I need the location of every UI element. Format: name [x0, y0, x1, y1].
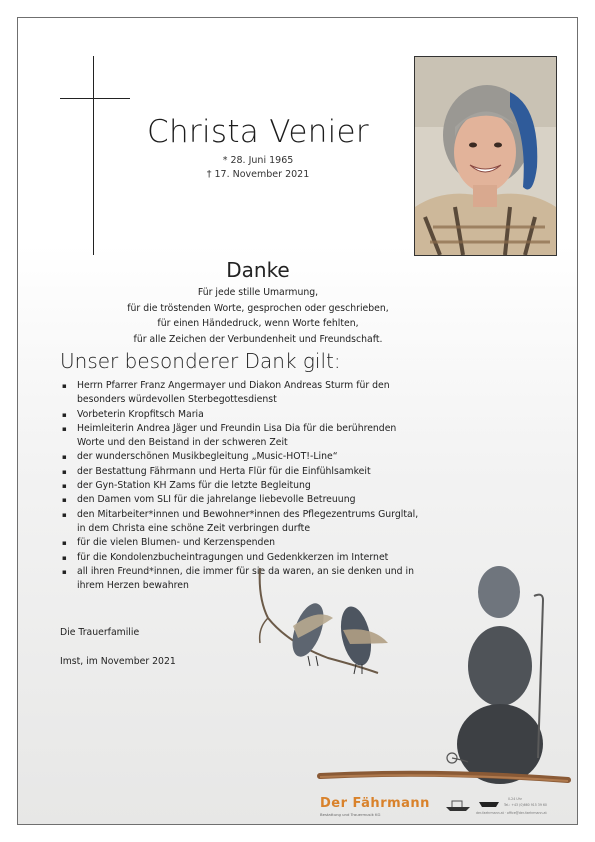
thanks-poem: [18, 285, 498, 347]
boat-icon: [444, 798, 472, 812]
list-item: ▪ für die Kondolenzbucheintragungen und Gedenkkerzen im Internet: [60, 551, 420, 565]
portrait-image: [415, 57, 556, 255]
list-item: ▪ der Bestattung Fährmann und Herta Flür für die Einfühlsamkeit: [60, 465, 420, 479]
phone: Tel.: +43 (0)660 915 39 60: [504, 803, 547, 807]
signature: Die Trauerfamilie: [60, 627, 140, 638]
barge-icon: [478, 800, 500, 808]
list-item: ▪ Heimleiterin Andrea Jäger und Freundin Lisa Dia für die berührenden Worte und den Beistand in der schweren Zeit: [60, 422, 420, 451]
cross-icon: [93, 56, 94, 255]
stone-art-illustration: [238, 548, 578, 788]
birth-date: * 28. Juni 1965: [222, 155, 294, 166]
deceased-name: Christa Venier: [147, 114, 369, 150]
death-date: † 17. November 2021: [206, 169, 310, 180]
poem-line: Für jede stille Umarmung,: [197, 287, 319, 298]
web-contact: der-faehrmann.at · office@der-faehrmann.at: [476, 811, 547, 815]
cross-icon-bar: [60, 98, 130, 99]
list-item: ▪ all ihren Freund*innen, die immer für sie da waren, an sie denken und in ihrem Herzen bewahren: [60, 565, 420, 594]
poem-line: für alle Zeichen der Verbundenheit und Freundschaft.: [133, 333, 383, 345]
parte-card: [17, 17, 578, 825]
danke-heading: Danke: [226, 258, 290, 282]
portrait-photo: [414, 56, 557, 256]
list-item: ▪ der wunderschönen Musikbegleitung „Music-HOT!-Line“: [60, 450, 420, 464]
life-dates: [138, 154, 378, 182]
list-item: ▪ für die vielen Blumen- und Kerzenspenden: [60, 536, 420, 550]
funeral-home-subtitle: Bestattung und Trauermusik KG: [320, 812, 381, 817]
list-item: ▪ Herrn Pfarrer Franz Angermayer und Diakon Andreas Sturm für den besonders würdevollen Sterbegottesdienst: [60, 379, 420, 408]
place-date: Imst, im November 2021: [60, 656, 176, 667]
list-item: ▪ der Gyn-Station KH Zams für die letzte Begleitung: [60, 479, 420, 493]
list-item: ▪ den Mitarbeiter*innen und Bewohner*innen des Pflegezentrums Gurgltal, in dem Christa eine schöne Zeit verbringen durfte: [60, 508, 420, 537]
poem-line: für die tröstenden Worte, gesprochen oder geschrieben,: [127, 302, 389, 314]
poem-line: für einen Händedruck, wenn Worte fehlten,: [157, 318, 359, 329]
funeral-home-footer: [318, 794, 568, 820]
list-item: ▪ den Damen vom SLI für die jahrelange liebevolle Betreuung: [60, 493, 420, 507]
list-item: ▪ Vorbeterin Kropfitsch Maria: [60, 408, 420, 422]
funeral-home-logo: Der Fährmann: [320, 796, 430, 811]
opening-hours: 0-24 Uhr: [508, 797, 522, 801]
special-thanks-heading: Unser besonderer Dank gilt:: [60, 349, 341, 373]
